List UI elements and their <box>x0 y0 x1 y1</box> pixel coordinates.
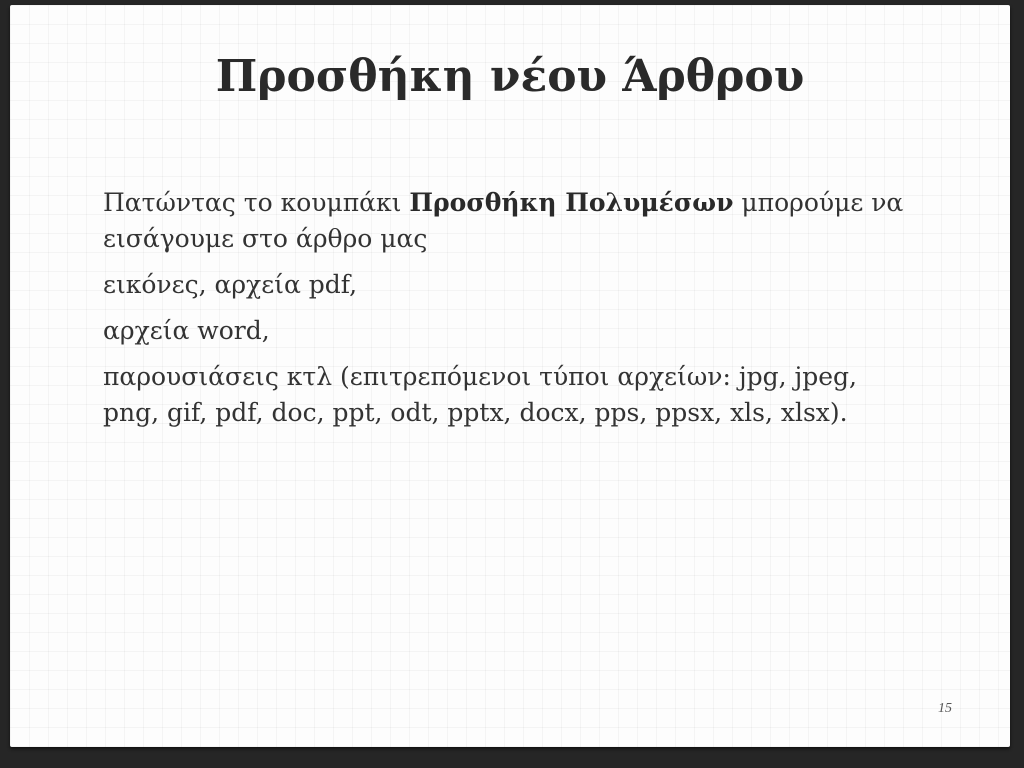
add-media-label: Προσθήκη Πολυμέσων <box>409 188 734 217</box>
slide-title: Προσθήκη νέου Άρθρου <box>215 51 805 102</box>
paragraph-intro <box>103 185 913 257</box>
intro-text: Πατώντας το κουμπάκι <box>103 188 410 217</box>
slide <box>10 5 1010 747</box>
paragraph-word-files: αρχεία word, <box>103 316 270 345</box>
paragraph-images-pdf: εικόνες, αρχεία pdf, <box>103 270 358 299</box>
paragraph-file-types: παρουσιάσεις κτλ (επιτρεπόμενοι τύποι αρχείων: jpg, jpeg, png, gif, pdf, doc, ppt, odt, pptx, docx, pps, ppsx, xls, xlsx). <box>103 362 857 427</box>
slide-body <box>103 185 913 441</box>
intro-text-cont: μπορούμε να εισάγουμε στο άρθρο μας <box>103 188 904 253</box>
page-number: 15 <box>938 701 952 716</box>
